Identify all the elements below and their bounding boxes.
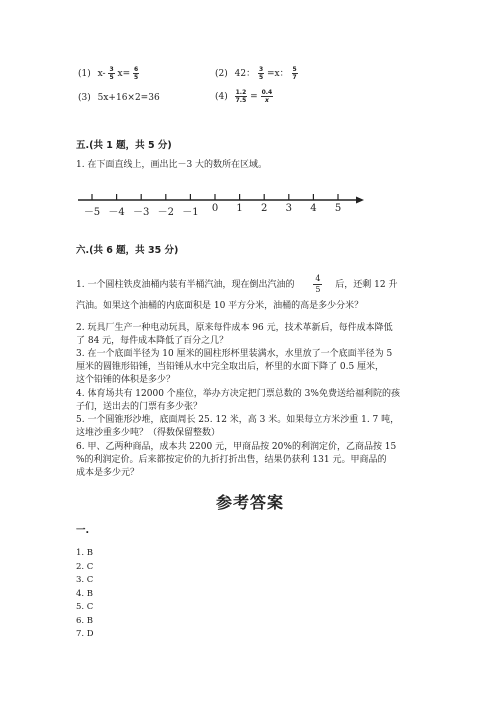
number-line-label: －3: [133, 207, 150, 218]
equation-4-mid: =: [250, 92, 258, 102]
equation-2-index: (2): [215, 69, 228, 79]
equation-3: [78, 93, 160, 103]
equation-1-mid: x=: [117, 69, 131, 79]
section-6-question-5-line-1: 5. 一个圆锥形沙堆，底面周长 25. 12 米，高 3 米。如果每立方米沙重 1. 7 吨，: [76, 415, 400, 425]
equation-1-fraction-a: $\frac{3}{5}$: [109, 66, 114, 81]
number-line-label: 4: [310, 203, 317, 214]
section-6-question-3-line-1: 3. 在一个底面半径为 10 厘米的圆柱形杯里装满水，水里放了一个底面半径为 5: [76, 349, 393, 359]
equation-3-index: (3): [78, 93, 91, 103]
section-6-question-6-line-3: 成本是多少元？: [76, 468, 140, 478]
section-5-title: 五.(共 1 题，共 5 分): [76, 140, 172, 151]
question-1-text-a: 1. 一个圆柱铁皮油桶内装有半桶汽油，现在倒出汽油的: [76, 280, 295, 290]
equation-1-fraction-b: $\frac{6}{5}$: [134, 66, 139, 81]
number-line-label: 2: [261, 203, 268, 214]
section-6-question-2-line-1: 2. 玩具厂生产一种电动玩具，原来每件成本 96 元，技术革新后，每件成本降低: [76, 323, 393, 333]
question-1-fraction: $\frac{4}{5}$: [315, 274, 321, 294]
number-line-label: －5: [83, 207, 101, 218]
number-line-label: 0: [211, 203, 219, 214]
number-line-label: 5: [334, 203, 342, 214]
equation-2-fraction-b: $\frac{5}{7}$: [292, 66, 297, 81]
number-line-label: －2: [157, 207, 174, 218]
answers-title: 参考答案: [215, 493, 284, 512]
answers-section-heading: 一.: [76, 525, 90, 536]
section-6-question-4-line-2: 子们，送出去的门票有多少张？: [76, 402, 203, 412]
section-6-question-6-line-1: 6. 甲、乙两种商品，成本共 2200 元，甲商品按 20%的利润定价，乙商品按 15: [76, 442, 397, 452]
section-5-question-1: 1. 在下面直线上，画出比－3 大的数所在区域。: [76, 160, 268, 170]
answer-item: 5. C: [76, 602, 94, 612]
section-6-question-5-line-2: 这堆沙重多少吨？（得数保留整数）: [76, 428, 221, 438]
number-line-label: 1: [236, 203, 243, 214]
equation-4-index: (4): [215, 92, 228, 102]
number-line-arrow: [356, 197, 364, 204]
section-6-question-6-line-2: %的利润定价。后来都按定价的九折打折出售，结果仍获利 131 元。甲商品的: [76, 455, 387, 465]
equation-1-pre: x-: [97, 69, 106, 79]
answer-item: 7. D: [76, 629, 94, 639]
equation-1: [78, 66, 139, 81]
number-line-label: 3: [285, 203, 292, 214]
section-6-question-1-line-2: 汽油。如果这个油桶的内底面积是 10 平方分米，油桶的高是多少分米？: [76, 301, 364, 311]
equation-4: [215, 89, 273, 104]
answer-item: 6. B: [76, 615, 94, 626]
equation-1-index: (1): [78, 69, 91, 79]
section-6-question-3-line-3: 这个铅锤的体积是多少？: [76, 375, 176, 385]
section-6-question-4-line-1: 4. 体育场共有 12000 个座位，举办方决定把门票总数的 3%免费送给福利院的孩: [76, 389, 400, 399]
equation-4-fraction-b: $\frac{0.4}{x}$: [261, 89, 273, 104]
section-6-title: 六.(共 6 题，共 35 分): [76, 245, 179, 256]
equation-4-fraction-a: $\frac{1.2}{7.5}$: [235, 89, 247, 104]
answer-item: 1. B: [76, 548, 94, 558]
section-6-question-1-line-1: [76, 274, 397, 295]
number-line-label: －1: [182, 207, 199, 218]
answer-item: 2. C: [76, 561, 94, 572]
section-6-question-3-line-2: 厘米的圆锥形铅锤，当铅锤从水中完全取出后，杯里的水面下降了 0.5 厘米，: [76, 362, 385, 372]
answer-item: 4. B: [76, 588, 94, 599]
question-1-text-b: 后，还剩 12 升: [335, 280, 398, 290]
equation-2-mid: =x：: [267, 69, 289, 79]
number-line-ticks: [92, 194, 338, 200]
number-line-label: －4: [108, 207, 125, 218]
equation-2: [215, 66, 298, 81]
equation-3-text: 5x+16×2=36: [97, 93, 160, 103]
answer-item: 3. C: [76, 575, 94, 585]
equation-2-fraction-a: $\frac{3}{5}$: [258, 66, 264, 81]
equation-2-pre: 42：: [234, 69, 256, 79]
section-6-question-2-line-2: 了 84 元，每件成本降低了百分之几？: [76, 336, 229, 346]
